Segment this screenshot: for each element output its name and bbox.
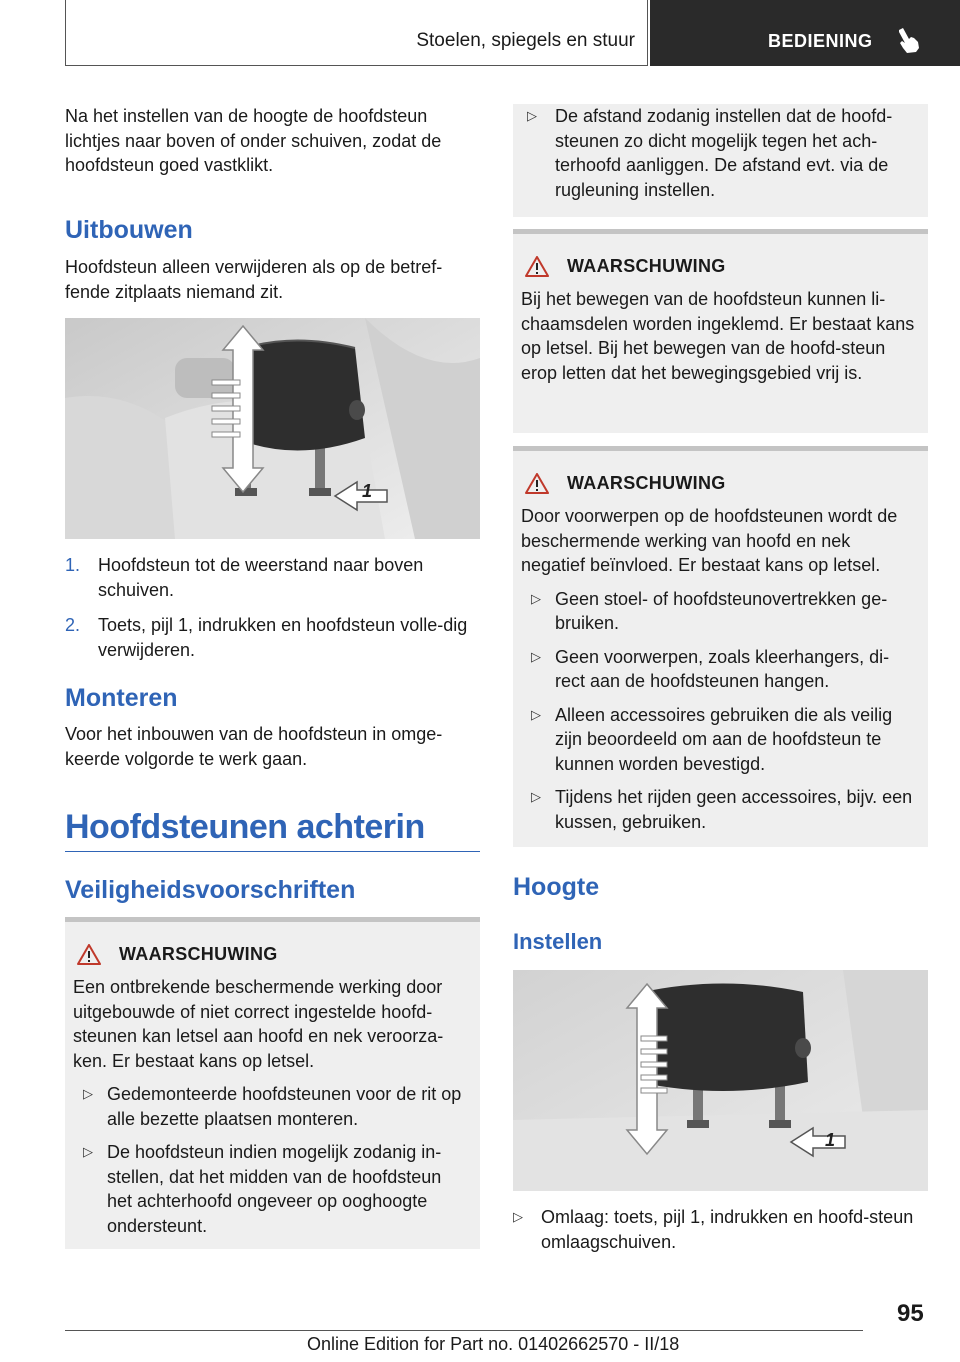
left-column (65, 104, 480, 178)
list-item (73, 1082, 471, 1131)
bullet-triangle-icon: ▷ (527, 108, 537, 123)
warning-triangle-icon (525, 473, 549, 494)
mount-paragraph: Voor het inbouwen van de hoofdsteun in omge-keerde volgorde te werk gaan. (65, 724, 443, 769)
bullet-triangle-icon: ▷ (83, 1144, 93, 1159)
headrest-adjust-image (513, 970, 928, 1191)
callout-number-1: 1 (362, 481, 373, 501)
list-item (65, 553, 480, 602)
pointing-hand-icon (894, 26, 922, 54)
list-item-text: Gedemonteerde hoofdsteunen voor de rit op alle bezette plaatsen monteren. (107, 1084, 462, 1129)
headrest-removal-image (65, 318, 480, 539)
bullet-triangle-icon: ▷ (83, 1086, 93, 1101)
main-section-title: Hoofdsteunen achterin (65, 808, 425, 846)
adjust-heading: Instellen (513, 929, 603, 954)
warning-title (73, 944, 471, 965)
title-underline (65, 851, 480, 852)
distance-list (513, 104, 919, 202)
header-chapter-title: BEDIENING (768, 31, 873, 51)
page-number: 95 (897, 1300, 924, 1327)
warning-title-text: WAARSCHUWING (119, 944, 278, 964)
step-text: Toets, pijl 1, indrukken en hoofdsteun volle-dig verwijderen. (98, 615, 468, 660)
list-item-text: Geen voorwerpen, zoals kleerhangers, di-rect aan de hoofdsteunen hangen. (555, 646, 890, 691)
warning-triangle-icon (77, 944, 101, 965)
warning-title-text: WAARSCHUWING (567, 473, 726, 493)
warning-list (73, 1082, 471, 1238)
list-item (513, 104, 919, 202)
callout-number-1: 1 (825, 1130, 836, 1150)
list-item-text: De afstand zodanig instellen dat de hoofd-steunen zo dicht mogelijk tegen het ach-terhoofd aanliggen. De afstand evt. via de rugleuning instellen. (555, 106, 893, 200)
header-chapter-tab (650, 0, 960, 66)
info-box-distance (513, 104, 928, 217)
list-item (521, 645, 919, 694)
list-item (521, 587, 919, 636)
mount-heading: Monteren (65, 684, 178, 712)
safety-heading: Veiligheidsvoorschriften (65, 876, 356, 904)
headrest-illustration (65, 318, 480, 539)
list-item-text: Omlaag: toets, pijl 1, indrukken en hoofd-steun omlaagschuiven. (541, 1207, 914, 1252)
list-item (521, 785, 919, 834)
bullet-triangle-icon: ▷ (531, 706, 541, 722)
headrest-height-illustration (513, 970, 928, 1191)
warning-box-3 (513, 446, 928, 847)
warning-list (521, 587, 919, 835)
warning-box-2 (513, 229, 928, 433)
list-item (65, 613, 480, 662)
warning-triangle-icon (525, 256, 549, 277)
list-item-text: Tijdens het rijden geen accessoires, bijv. een kussen, gebruiken. (555, 787, 913, 832)
footer-rule (65, 1330, 863, 1331)
step-text: Hoofdsteun tot de weerstand naar boven schuiven. (98, 555, 424, 600)
intro-paragraph: Na het instellen van de hoogte de hoofdsteun lichtjes naar boven of onder schuiven, zodat de hoofdsteun goed vastklikt. (65, 106, 442, 175)
bullet-triangle-icon: ▷ (531, 789, 541, 804)
warning-box-1 (65, 917, 480, 1249)
list-item-text: De hoofdsteun indien mogelijk zodanig in-stellen, dat het midden van de hoofdsteun het achterhoofd ongeveer op ooghoogte ondersteunt. (107, 1142, 442, 1236)
step-number: 1. (65, 555, 81, 575)
bullet-triangle-icon: ▷ (531, 590, 541, 606)
adjust-list (513, 1205, 928, 1263)
warning-title-text: WAARSCHUWING (567, 256, 726, 276)
warning-text: Door voorwerpen op de hoofdsteunen wordt de beschermende werking van hoofd en nek negatief beïnvloed. Er bestaat kans op letsel. (521, 506, 898, 575)
remove-paragraph: Hoofdsteun alleen verwijderen als op de betref-fende zitplaats niemand zit. (65, 257, 443, 302)
header-section-title: Stoelen, spiegels en stuur (416, 30, 635, 51)
remove-heading: Uitbouwen (65, 216, 193, 244)
warning-title (521, 473, 919, 494)
header-section-tab (66, 0, 648, 66)
footer-edition: Online Edition for Part no. 01402662570 - II/18 (307, 1334, 680, 1354)
step-number: 2. (65, 615, 81, 635)
bullet-triangle-icon: ▷ (513, 1209, 523, 1224)
warning-text: Een ontbrekende beschermende werking door uitgebouwde of niet correct ingestelde hoofd-steunen kan letsel aan hoofd en nek veroorza-ken. Er bestaat kans op letsel. (73, 977, 444, 1071)
removal-steps (65, 553, 480, 662)
list-item (513, 1205, 928, 1254)
list-item-text: Geen stoel- of hoofdsteunovertrekken ge-bruiken. (555, 588, 888, 633)
warning-text: Bij het bewegen van de hoofdsteun kunnen li-chaamsdelen worden ingeklemd. Er bestaat kans op letsel. Bij het bewegen van de hoofd-steun erop letten dat het bewegingsgebied vrij is. (521, 289, 915, 383)
list-item-text: Alleen accessoires gebruiken die als veilig zijn beoordeeld om aan de hoofdsteun te kunnen worden bevestigd. (555, 704, 893, 774)
list-item (73, 1140, 471, 1238)
bullet-triangle-icon: ▷ (531, 648, 541, 664)
warning-title (521, 256, 919, 277)
height-heading: Hoogte (513, 873, 600, 901)
list-item (521, 703, 919, 777)
